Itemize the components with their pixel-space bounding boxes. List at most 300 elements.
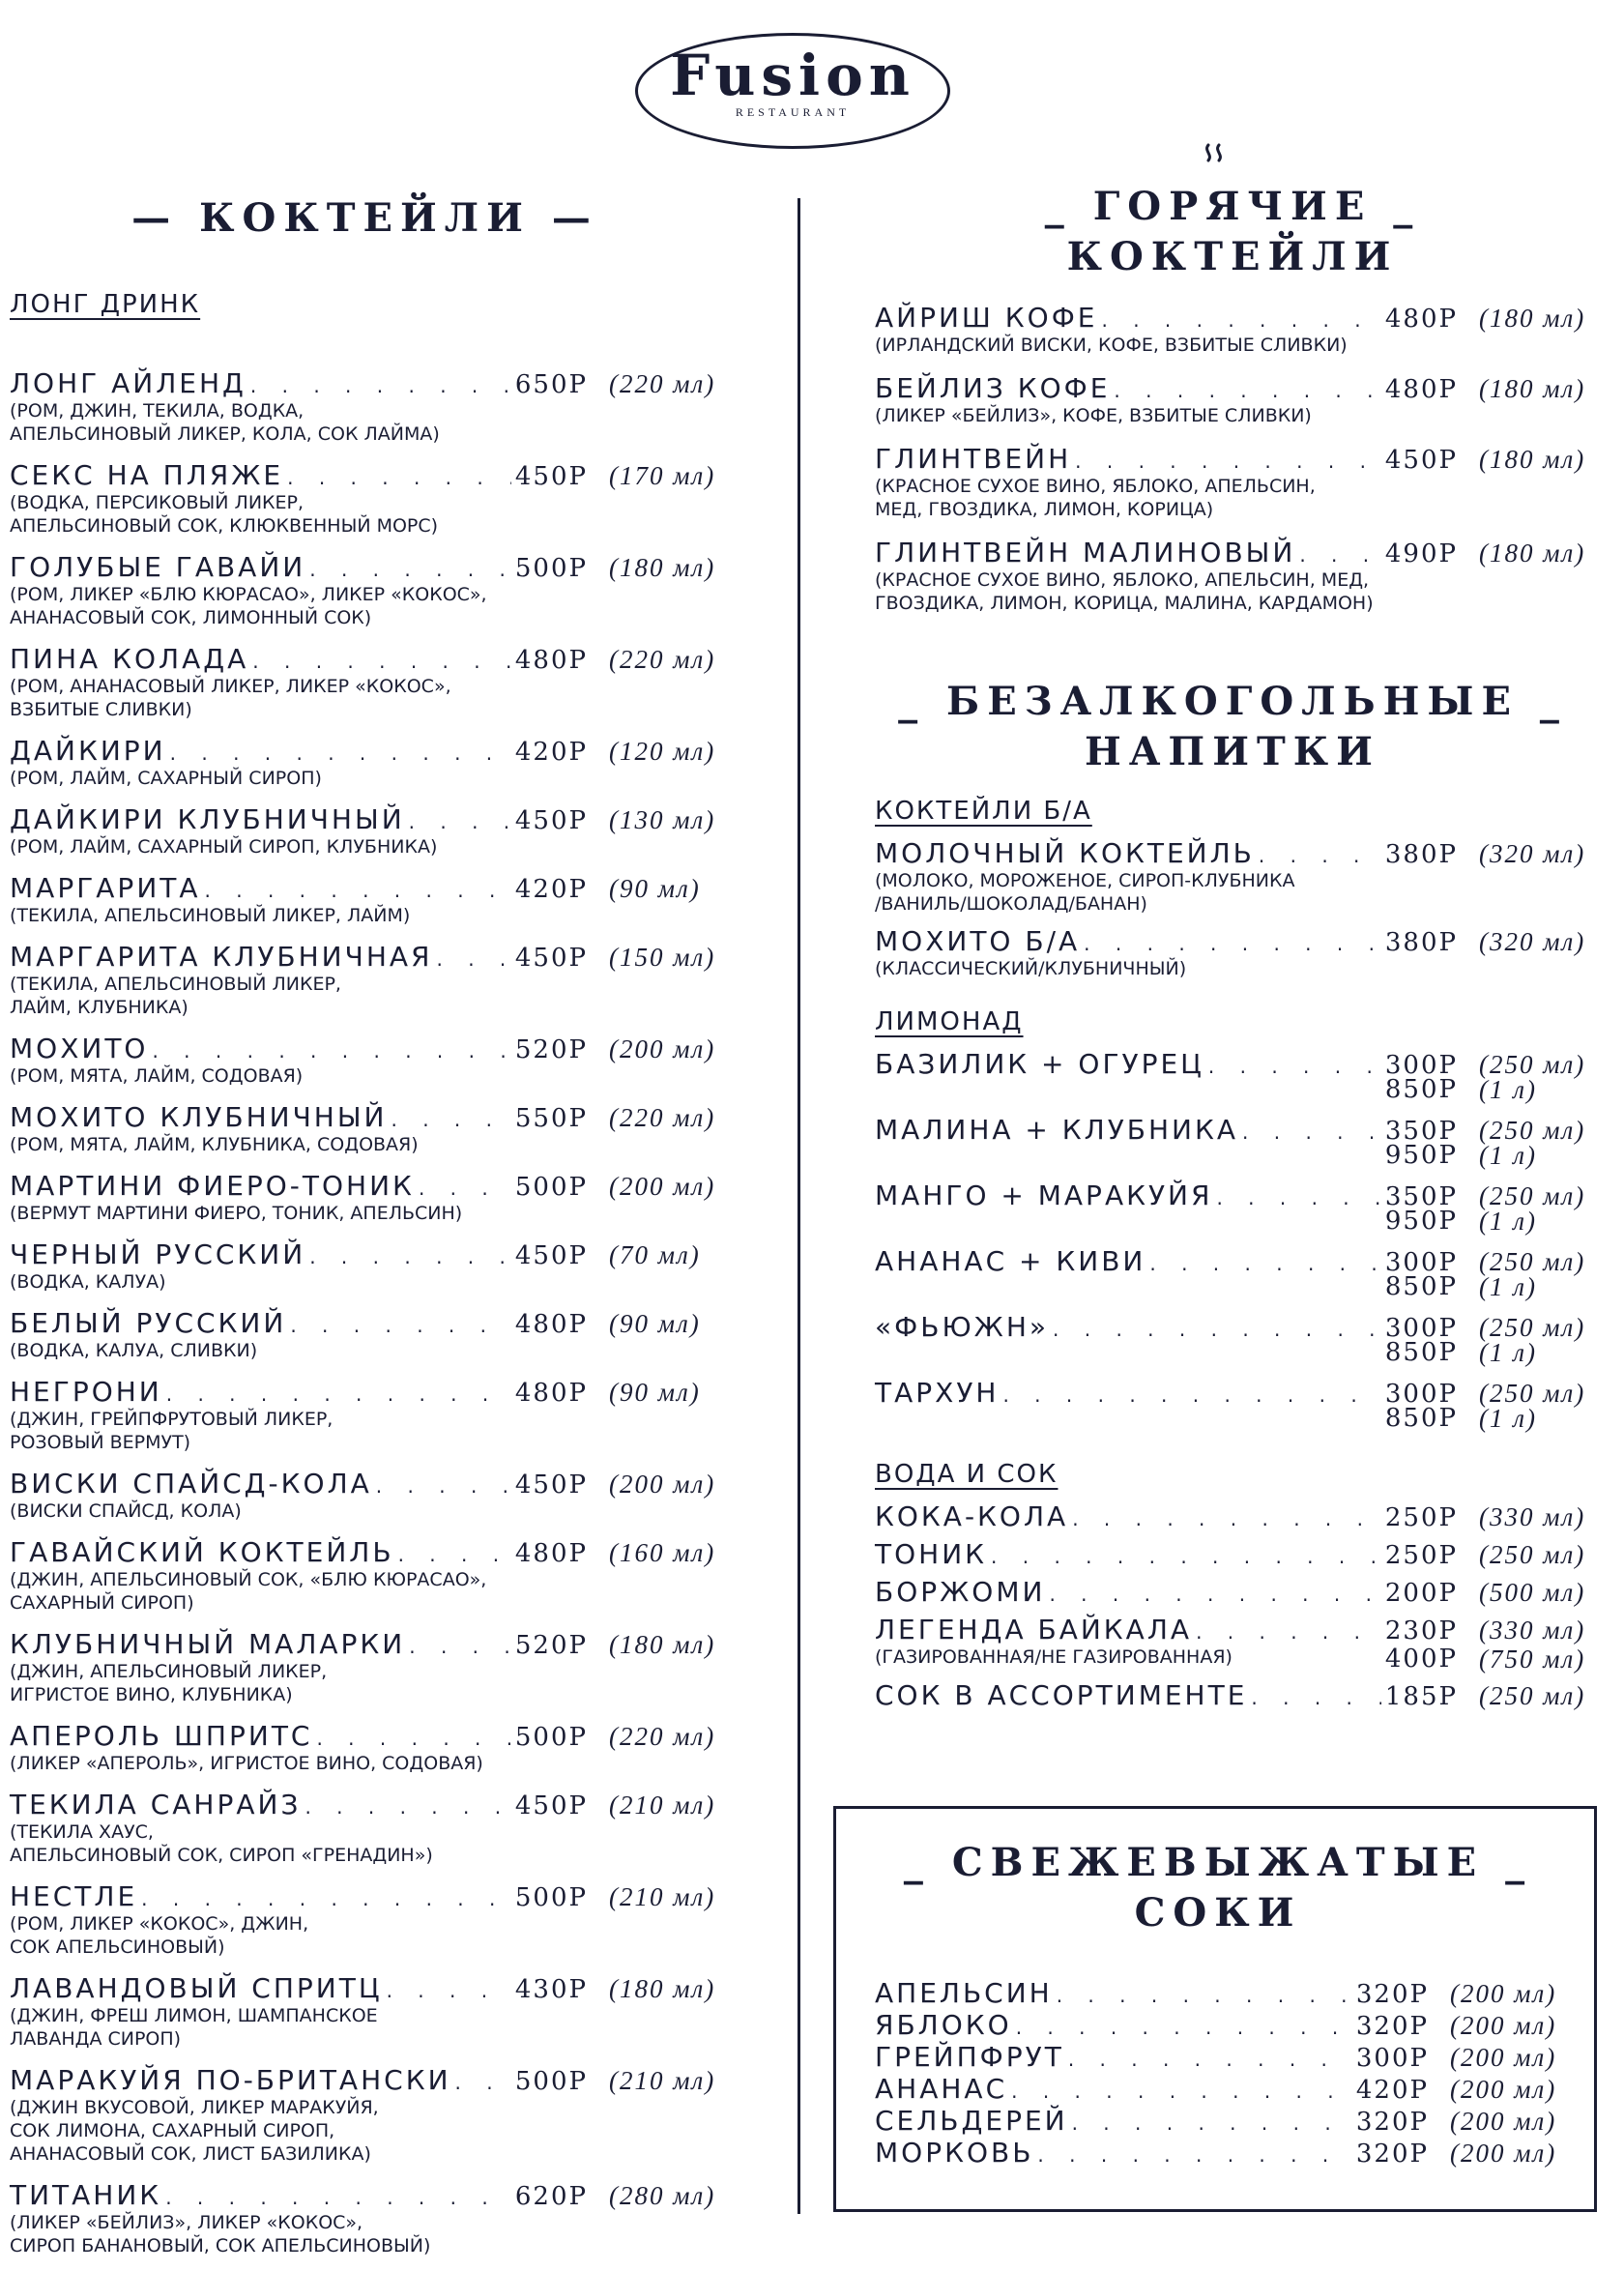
item-name: МОЛОЧНЫЙ КОКТЕЙЛЬ bbox=[875, 837, 1255, 869]
item-description: (РОМ, МЯТА, ЛАЙМ, СОДОВАЯ) bbox=[10, 1065, 304, 1087]
menu-item-row bbox=[10, 1880, 720, 1912]
menu-item-row bbox=[875, 372, 1590, 404]
item-name: «ФЬЮЖН» bbox=[875, 1311, 1050, 1343]
item-price: 450Р bbox=[514, 944, 588, 973]
item-name: БАЗИЛИК + ОГУРЕЦ bbox=[875, 1048, 1204, 1080]
column-divider bbox=[798, 198, 800, 2214]
item-volume: (90 мл) bbox=[609, 874, 701, 903]
menu-item bbox=[10, 1468, 720, 1523]
dot-leader bbox=[409, 810, 511, 833]
menu-item bbox=[10, 1101, 720, 1156]
menu-item bbox=[875, 2073, 1561, 2105]
soft-title-line-2: НАПИТКИ bbox=[1085, 729, 1380, 774]
item-description: (ВЕРМУТ МАРТИНИ ФИЕРО, ТОНИК, АПЕЛЬСИН) bbox=[10, 1203, 463, 1224]
item-name: АПЕЛЬСИН bbox=[875, 1977, 1053, 2009]
item-description: (ДЖИН, ГРЕЙПФРУТОВЫЙ ЛИКЕР, bbox=[10, 1409, 334, 1430]
item-description: ЛАВАНДА СИРОП) bbox=[10, 2028, 182, 2050]
item-price: 480Р bbox=[514, 646, 588, 675]
menu-item-row bbox=[10, 1170, 720, 1202]
item-volume: (180 мл) bbox=[1479, 539, 1586, 568]
dot-leader bbox=[1196, 1620, 1381, 1644]
menu-item-row bbox=[10, 2064, 720, 2096]
item-price: 185Р bbox=[1384, 1682, 1458, 1711]
item-name: ЛЕГЕНДА БАЙКАЛА bbox=[875, 1614, 1193, 1645]
menu-item bbox=[875, 2009, 1561, 2041]
item-volume: (250 мл) bbox=[1479, 1050, 1586, 1079]
menu-item bbox=[875, 2137, 1561, 2169]
menu-item-row bbox=[10, 1376, 720, 1408]
soft-drink-group bbox=[875, 1007, 1590, 1433]
item-price: 300Р bbox=[1384, 1314, 1458, 1343]
group-items bbox=[875, 837, 1590, 980]
item-price: 450Р bbox=[514, 1241, 588, 1270]
item-volume-alt: (1 л) bbox=[1479, 1338, 1538, 1367]
menu-item bbox=[875, 537, 1590, 615]
item-name: ДАЙКИРИ КЛУБНИЧНЫЙ bbox=[10, 803, 405, 835]
dot-leader bbox=[1072, 1507, 1381, 1530]
menu-item-row bbox=[875, 1500, 1590, 1532]
dot-leader bbox=[1101, 308, 1380, 332]
dot-leader bbox=[252, 650, 511, 673]
item-name: НЕСТЛЕ bbox=[10, 1880, 138, 1912]
item-name: МОРКОВЬ bbox=[875, 2137, 1034, 2169]
item-name: ВИСКИ СПАЙСД-КОЛА bbox=[10, 1468, 372, 1499]
soft-drinks-groups bbox=[875, 797, 1590, 1711]
item-description: ИГРИСТОЕ ВИНО, КЛУБНИКА) bbox=[10, 1684, 293, 1705]
menu-item-row bbox=[10, 1033, 720, 1064]
menu-item-row bbox=[10, 1101, 720, 1133]
item-volume: (130 мл) bbox=[609, 805, 716, 834]
dot-leader bbox=[141, 1887, 511, 1910]
item-name: КОКА-КОЛА bbox=[875, 1500, 1069, 1532]
menu-item bbox=[875, 925, 1590, 980]
menu-item-row bbox=[875, 837, 1590, 869]
menu-item bbox=[10, 551, 720, 629]
item-description: (ВОДКА, КАЛУА, СЛИВКИ) bbox=[10, 1340, 258, 1361]
item-name: ЛАВАНДОВЫЙ СПРИТЦ bbox=[10, 1972, 383, 2004]
item-volume: (200 мл) bbox=[1450, 2139, 1557, 2168]
dot-leader bbox=[1037, 2143, 1351, 2167]
dot-leader bbox=[409, 1635, 511, 1658]
item-price: 420Р bbox=[1355, 2076, 1429, 2105]
hot-cocktails-section bbox=[875, 182, 1590, 615]
item-volume: (200 мл) bbox=[1450, 2075, 1557, 2104]
item-volume: (180 мл) bbox=[609, 1974, 716, 2003]
menu-item bbox=[875, 1977, 1561, 2009]
menu-item-row bbox=[10, 2179, 720, 2211]
item-description: ЛАЙМ, КЛУБНИКА) bbox=[10, 997, 188, 1018]
menu-item-row bbox=[875, 1538, 1590, 1570]
menu-item-row bbox=[875, 2073, 1561, 2105]
item-price: 480Р bbox=[514, 1539, 588, 1568]
group-items bbox=[875, 1500, 1590, 1711]
menu-item-row bbox=[875, 443, 1590, 475]
dot-leader bbox=[1299, 543, 1381, 567]
dot-leader bbox=[170, 742, 511, 765]
soft-drinks-section bbox=[875, 677, 1590, 1711]
item-volume: (200 мл) bbox=[609, 1034, 716, 1063]
item-volume: (90 мл) bbox=[609, 1378, 701, 1407]
item-name: ГЛИНТВЕЙН bbox=[875, 443, 1072, 475]
dot-leader bbox=[1114, 379, 1380, 402]
item-description: (РОМ, ЛИКЕР «КОКОС», ДЖИН, bbox=[10, 1913, 309, 1935]
item-name: МАРГАРИТА bbox=[10, 872, 201, 904]
item-name: МАНГО + МАРАКУЙЯ bbox=[875, 1179, 1213, 1211]
item-volume: (180 мл) bbox=[1479, 445, 1586, 474]
item-name: КЛУБНИЧНЫЙ МАЛАРКИ bbox=[10, 1628, 406, 1660]
menu-item bbox=[10, 1376, 720, 1454]
item-description: (ЛИКЕР «АПЕРОЛЬ», ИГРИСТОЕ ВИНО, СОДОВАЯ) bbox=[10, 1753, 483, 1774]
item-volume: (180 мл) bbox=[1479, 304, 1586, 333]
item-price: 350Р bbox=[1384, 1182, 1458, 1211]
menu-item-row bbox=[875, 2137, 1561, 2169]
item-description: (РОМ, АНАНАСОВЫЙ ЛИКЕР, ЛИКЕР «КОКОС», bbox=[10, 676, 451, 697]
item-volume: (220 мл) bbox=[609, 645, 716, 674]
item-name: АПЕРОЛЬ ШПРИТС bbox=[10, 1720, 313, 1752]
group-title: ВОДА И СОК bbox=[875, 1460, 1058, 1489]
item-volume: (280 мл) bbox=[609, 2181, 716, 2210]
logo-name: Fusion bbox=[670, 43, 915, 108]
item-price: 250Р bbox=[1384, 1541, 1458, 1570]
dot-leader bbox=[165, 2186, 511, 2209]
fresh-juices-list bbox=[875, 1977, 1561, 2169]
menu-item bbox=[875, 372, 1590, 427]
item-description: АНАНАСОВЫЙ СОК, ЛИСТ БАЗИЛИКА) bbox=[10, 2143, 371, 2165]
dot-leader bbox=[1084, 932, 1381, 955]
menu-item-row bbox=[10, 803, 720, 835]
item-description: ГВОЗДИКА, ЛИМОН, КОРИЦА, МАЛИНА, КАРДАМОН) bbox=[875, 593, 1374, 614]
item-price-alt: 850Р bbox=[1384, 1338, 1458, 1367]
item-volume: (210 мл) bbox=[609, 2066, 716, 2095]
item-description: (КРАСНОЕ СУХОЕ ВИНО, ЯБЛОКО, АПЕЛЬСИН, bbox=[875, 476, 1316, 497]
item-volume: (220 мл) bbox=[609, 369, 716, 398]
menu-item bbox=[10, 872, 720, 927]
item-name: МОХИТО bbox=[10, 1033, 149, 1064]
dot-leader bbox=[205, 879, 511, 902]
item-description: (РОМ, МЯТА, ЛАЙМ, КЛУБНИКА, СОДОВАЯ) bbox=[10, 1134, 419, 1155]
menu-item bbox=[10, 1170, 720, 1225]
item-price: 450Р bbox=[514, 1470, 588, 1499]
menu-item bbox=[875, 302, 1590, 357]
item-name: БЕЙЛИЗ КОФЕ bbox=[875, 372, 1111, 404]
item-volume: (220 мл) bbox=[609, 1103, 716, 1132]
right-column bbox=[875, 145, 1590, 1738]
dot-leader bbox=[287, 466, 511, 489]
item-price: 320Р bbox=[1355, 2012, 1429, 2041]
item-volume: (200 мл) bbox=[1450, 2107, 1557, 2136]
item-description: (ДЖИН ВКУСОВОЙ, ЛИКЕР МАРАКУЙЯ, bbox=[10, 2097, 379, 2118]
item-price: 520Р bbox=[514, 1631, 588, 1660]
cocktail-list bbox=[10, 367, 720, 2257]
menu-item bbox=[10, 459, 720, 538]
logo-subtitle: RESTAURANT bbox=[735, 105, 851, 119]
dot-leader bbox=[419, 1177, 511, 1200]
item-price: 300Р bbox=[1384, 1248, 1458, 1277]
item-volume: (250 мл) bbox=[1479, 1681, 1586, 1710]
item-price: 450Р bbox=[514, 806, 588, 835]
item-name: АЙРИШ КОФЕ bbox=[875, 302, 1098, 334]
item-price: 450Р bbox=[514, 1791, 588, 1820]
item-volume: (250 мл) bbox=[1479, 1313, 1586, 1342]
item-volume: (320 мл) bbox=[1479, 839, 1586, 868]
item-description: (ИРЛАНДСКИЙ ВИСКИ, КОФЕ, ВЗБИТЫЕ СЛИВКИ) bbox=[875, 335, 1348, 356]
item-description: (РОМ, ЛАЙМ, САХАРНЫЙ СИРОП, КЛУБНИКА) bbox=[10, 836, 438, 858]
item-price: 300Р bbox=[1384, 1380, 1458, 1409]
item-price: 480Р bbox=[514, 1310, 588, 1339]
item-price-alt: 850Р bbox=[1384, 1272, 1458, 1301]
menu-item bbox=[875, 2041, 1561, 2073]
item-name: МАРГАРИТА КЛУБНИЧНАЯ bbox=[10, 941, 433, 973]
dot-leader bbox=[304, 1795, 510, 1819]
menu-item-alt-size bbox=[875, 1405, 1590, 1433]
menu-item bbox=[875, 1679, 1590, 1711]
dot-leader bbox=[398, 1543, 511, 1566]
item-description: ВЗБИТЫЕ СЛИВКИ) bbox=[10, 699, 192, 720]
dot-leader bbox=[1016, 2016, 1352, 2039]
menu-item-row bbox=[875, 925, 1590, 957]
menu-item-row bbox=[10, 1536, 720, 1568]
hot-title-line-2: КОКТЕЙЛИ bbox=[1066, 234, 1399, 279]
item-name: СОК В АССОРТИМЕНТЕ bbox=[875, 1679, 1248, 1711]
item-volume: (250 мл) bbox=[1479, 1181, 1586, 1210]
group-items bbox=[875, 1048, 1590, 1433]
menu-item bbox=[875, 1245, 1590, 1301]
item-description: СИРОП БАНАНОВЫЙ, СОК АПЕЛЬСИНОВЫЙ) bbox=[10, 2235, 431, 2256]
item-description: СОК ЛИМОНА, САХАРНЫЙ СИРОП, bbox=[10, 2120, 335, 2141]
item-description: (ДЖИН, ФРЕШ ЛИМОН, ШАМПАНСКОЕ bbox=[10, 2005, 378, 2026]
item-volume-alt: (1 л) bbox=[1479, 1207, 1538, 1236]
item-description: РОЗОВЫЙ ВЕРМУТ) bbox=[10, 1432, 191, 1453]
menu-item bbox=[10, 1307, 720, 1362]
item-volume: (90 мл) bbox=[609, 1309, 701, 1338]
menu-item-alt-size bbox=[875, 1208, 1590, 1236]
item-name: СЕЛЬДЕРЕЙ bbox=[875, 2105, 1068, 2137]
item-price: 350Р bbox=[1384, 1117, 1458, 1146]
menu-item-row bbox=[875, 1679, 1590, 1711]
item-description: (РОМ, ЛАЙМ, САХАРНЫЙ СИРОП) bbox=[10, 768, 322, 789]
item-price: 430Р bbox=[514, 1975, 588, 2004]
dot-leader bbox=[1068, 2048, 1352, 2071]
item-name: ЛОНГ АЙЛЕНД bbox=[10, 367, 246, 399]
item-volume: (70 мл) bbox=[609, 1240, 701, 1269]
dot-leader bbox=[1216, 1186, 1380, 1209]
item-description: АПЕЛЬСИНОВЫЙ СОК, СИРОП «ГРЕНАДИН») bbox=[10, 1845, 433, 1866]
item-volume: (250 мл) bbox=[1479, 1247, 1586, 1276]
item-description: (ВИСКИ СПАЙСД, КОЛА) bbox=[10, 1500, 242, 1522]
menu-item-row bbox=[10, 643, 720, 675]
item-price: 300Р bbox=[1384, 1051, 1458, 1080]
dot-leader bbox=[1208, 1055, 1381, 1078]
fresh-juices-box bbox=[833, 1806, 1597, 2212]
menu-item-row bbox=[10, 367, 720, 399]
menu-item bbox=[10, 735, 720, 790]
item-description: (ЛИКЕР «БЕЙЛИЗ», ЛИКЕР «КОКОС», bbox=[10, 2212, 363, 2233]
item-name: ТАРХУН bbox=[875, 1377, 1000, 1409]
item-volume: (210 мл) bbox=[609, 1791, 716, 1820]
item-description: (ГАЗИРОВАННАЯ/НЕ ГАЗИРОВАННАЯ) bbox=[875, 1646, 1232, 1668]
menu-item bbox=[10, 2179, 720, 2257]
item-name: АНАНАС bbox=[875, 2073, 1008, 2105]
item-price: 480Р bbox=[1384, 375, 1458, 404]
menu-item-row bbox=[10, 1307, 720, 1339]
dot-leader bbox=[152, 1039, 510, 1063]
dot-leader bbox=[991, 1545, 1381, 1568]
item-price: 420Р bbox=[514, 738, 588, 767]
menu-item bbox=[10, 1880, 720, 1959]
item-volume: (180 мл) bbox=[609, 1630, 716, 1659]
dot-leader bbox=[1002, 1383, 1380, 1407]
menu-item-row bbox=[10, 1972, 720, 2004]
dot-leader bbox=[1242, 1121, 1381, 1144]
menu-item-row bbox=[875, 1614, 1590, 1645]
item-price: 620Р bbox=[514, 2182, 588, 2211]
dot-leader bbox=[1259, 844, 1381, 867]
menu-item bbox=[875, 1614, 1590, 1674]
item-name: БЕЛЫЙ РУССКИЙ bbox=[10, 1307, 287, 1339]
item-description: САХАРНЫЙ СИРОП) bbox=[10, 1592, 194, 1614]
item-name: НЕГРОНИ bbox=[10, 1376, 162, 1408]
menu-item-alt-size bbox=[875, 1273, 1590, 1301]
item-price: 200Р bbox=[1384, 1579, 1458, 1608]
item-price: 450Р bbox=[1384, 446, 1458, 475]
fresh-title-line-2: СОКИ bbox=[1134, 1890, 1302, 1936]
menu-item-row bbox=[10, 941, 720, 973]
item-description: (ТЕКИЛА, АПЕЛЬСИНОВЫЙ ЛИКЕР, bbox=[10, 974, 341, 995]
item-name: МОХИТО КЛУБНИЧНЫЙ bbox=[10, 1101, 388, 1133]
dot-leader bbox=[1075, 450, 1381, 473]
menu-item bbox=[875, 1576, 1590, 1608]
menu-item-row bbox=[10, 1238, 720, 1270]
dot-leader bbox=[250, 374, 511, 397]
item-name: ДАЙКИРИ bbox=[10, 735, 166, 767]
item-description: СОК АПЕЛЬСИНОВЫЙ) bbox=[10, 1936, 225, 1958]
menu-item bbox=[875, 1377, 1590, 1433]
menu-item bbox=[10, 643, 720, 721]
item-volume: (200 мл) bbox=[1450, 1979, 1557, 2008]
restaurant-logo bbox=[635, 33, 950, 149]
dot-leader bbox=[1072, 2111, 1352, 2135]
item-volume: (180 мл) bbox=[609, 553, 716, 582]
item-description: (РОМ, ЛИКЕР «БЛЮ КЮРАСАО», ЛИКЕР «КОКОС», bbox=[10, 584, 487, 605]
item-description: (ДЖИН, АПЕЛЬСИНОВЫЙ СОК, «БЛЮ КЮРАСАО», bbox=[10, 1569, 487, 1590]
dot-leader bbox=[376, 1474, 511, 1498]
menu-item-row bbox=[10, 459, 720, 491]
item-description: (ТЕКИЛА, АПЕЛЬСИНОВЫЙ ЛИКЕР, ЛАЙМ) bbox=[10, 905, 411, 926]
menu-item bbox=[875, 1538, 1590, 1570]
item-price: 500Р bbox=[514, 554, 588, 583]
menu-item-alt-size bbox=[875, 1076, 1590, 1104]
dot-leader bbox=[1049, 1583, 1380, 1606]
item-price: 500Р bbox=[514, 1883, 588, 1912]
item-name: ТИТАНИК bbox=[10, 2179, 162, 2211]
item-description: (КРАСНОЕ СУХОЕ ВИНО, ЯБЛОКО, АПЕЛЬСИН, МЕД, bbox=[875, 569, 1370, 591]
item-volume: (500 мл) bbox=[1479, 1578, 1586, 1607]
fresh-title-line-1: _ СВЕЖЕВЫЖАТЫЕ _ bbox=[903, 1840, 1533, 1885]
item-name: ПИНА КОЛАДА bbox=[10, 643, 249, 675]
long-drink-subtitle: ЛОНГ ДРИНК bbox=[10, 290, 201, 319]
item-volume: (200 мл) bbox=[609, 1470, 716, 1499]
menu-item-row bbox=[10, 1720, 720, 1752]
dot-leader bbox=[455, 2071, 511, 2094]
item-volume: (180 мл) bbox=[1479, 374, 1586, 403]
dot-leader bbox=[1149, 1252, 1381, 1275]
item-volume: (170 мл) bbox=[609, 461, 716, 490]
item-price: 500Р bbox=[514, 1173, 588, 1202]
item-volume: (220 мл) bbox=[609, 1722, 716, 1751]
soft-drink-group bbox=[875, 1460, 1590, 1711]
item-name: БОРЖОМИ bbox=[875, 1576, 1046, 1608]
item-price: 480Р bbox=[514, 1379, 588, 1408]
item-description: (ЛИКЕР «БЕЙЛИЗ», КОФЕ, ВЗБИТЫЕ СЛИВКИ) bbox=[875, 405, 1312, 426]
item-description: МЕД, ГВОЗДИКА, ЛИМОН, КОРИЦА) bbox=[875, 499, 1214, 520]
cocktails-section bbox=[10, 193, 720, 2271]
dot-leader bbox=[391, 1108, 510, 1131]
item-description: АПЕЛЬСИНОВЫЙ СОК, КЛЮКВЕННЫЙ МОРС) bbox=[10, 515, 439, 537]
item-name: СЕКС НА ПЛЯЖЕ bbox=[10, 459, 284, 491]
item-price: 320Р bbox=[1355, 2140, 1429, 2169]
menu-item bbox=[10, 2064, 720, 2166]
item-price: 450Р bbox=[514, 462, 588, 491]
item-price: 420Р bbox=[514, 875, 588, 904]
menu-item-alt-size bbox=[875, 1142, 1590, 1170]
item-price: 380Р bbox=[1384, 840, 1458, 869]
item-volume: (200 мл) bbox=[609, 1172, 716, 1201]
menu-item bbox=[10, 803, 720, 859]
item-volume-alt: (750 мл) bbox=[1479, 1645, 1586, 1674]
item-description: /ВАНИЛЬ/ШОКОЛАД/БАНАН) bbox=[875, 893, 1147, 915]
menu-item bbox=[10, 941, 720, 1019]
item-volume: (250 мл) bbox=[1479, 1379, 1586, 1408]
menu-item bbox=[875, 443, 1590, 521]
menu-item bbox=[875, 1179, 1590, 1236]
item-price: 550Р bbox=[514, 1104, 588, 1133]
menu-item-row bbox=[875, 1576, 1590, 1608]
menu-item bbox=[10, 1033, 720, 1088]
item-volume-alt: (1 л) bbox=[1479, 1075, 1538, 1104]
item-price: 380Р bbox=[1384, 928, 1458, 957]
soft-drink-group bbox=[875, 797, 1590, 980]
item-name: МАРАКУЙЯ ПО-БРИТАНСКИ bbox=[10, 2064, 451, 2096]
item-name: ТОНИК bbox=[875, 1538, 988, 1570]
item-price: 500Р bbox=[514, 1723, 588, 1752]
item-price: 230Р bbox=[1384, 1616, 1458, 1645]
item-description: (МОЛОКО, МОРОЖЕНОЕ, СИРОП-КЛУБНИКА bbox=[875, 870, 1295, 891]
item-name: МАРТИНИ ФИЕРО-ТОНИК bbox=[10, 1170, 415, 1202]
item-volume-alt: (1 л) bbox=[1479, 1272, 1538, 1301]
item-name: МАЛИНА + КЛУБНИКА bbox=[875, 1114, 1239, 1146]
item-volume: (200 мл) bbox=[1450, 2043, 1557, 2072]
menu-item-row bbox=[875, 2009, 1561, 2041]
menu-item bbox=[10, 367, 720, 446]
item-name: ГРЕЙПФРУТ bbox=[875, 2041, 1064, 2073]
steam-icon bbox=[1202, 143, 1227, 176]
menu-item-row bbox=[10, 872, 720, 904]
item-price-alt: 400Р bbox=[1384, 1645, 1458, 1674]
menu-item-row bbox=[875, 2105, 1561, 2137]
item-volume: (210 мл) bbox=[609, 1882, 716, 1911]
menu-item bbox=[875, 1048, 1590, 1104]
dot-leader bbox=[309, 558, 511, 581]
dot-leader bbox=[387, 1979, 511, 2002]
hot-title-line-1: _ ГОРЯЧИЕ _ bbox=[1044, 184, 1421, 229]
soft-title-line-1: _ БЕЗАЛКОГОЛЬНЫЕ _ bbox=[898, 679, 1567, 724]
item-description: АПЕЛЬСИНОВЫЙ ЛИКЕР, КОЛА, СОК ЛАЙМА) bbox=[10, 423, 440, 445]
menu-item bbox=[10, 1789, 720, 1867]
item-price: 490Р bbox=[1384, 539, 1458, 568]
item-price: 480Р bbox=[1384, 305, 1458, 334]
dot-leader bbox=[166, 1383, 511, 1406]
item-name: ЧЕРНЫЙ РУССКИЙ bbox=[10, 1238, 306, 1270]
